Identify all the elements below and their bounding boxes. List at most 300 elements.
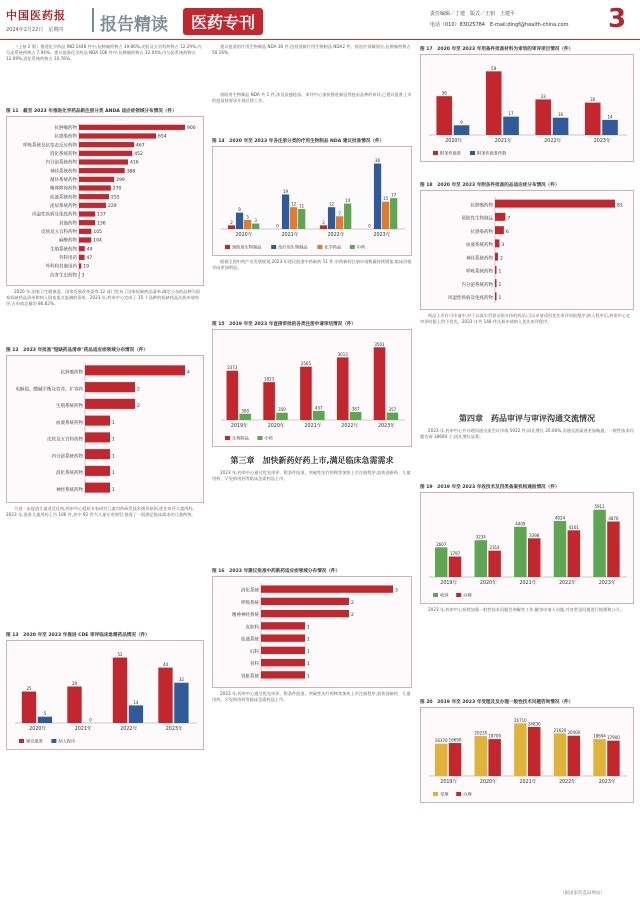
bar bbox=[528, 538, 540, 577]
data-label: 299 bbox=[116, 178, 125, 184]
data-label: 17 bbox=[391, 192, 397, 198]
data-label: 1 bbox=[112, 420, 115, 426]
category-label: 生殖系统药物 bbox=[56, 404, 83, 410]
figure-15 bbox=[212, 329, 412, 447]
bar bbox=[263, 382, 275, 420]
category-label: 2022年 bbox=[559, 581, 577, 586]
bar bbox=[300, 367, 312, 420]
legend-label: 办理 bbox=[463, 791, 472, 797]
category-label: 2022年 bbox=[559, 780, 577, 785]
category-label: 2020年 bbox=[267, 424, 285, 429]
data-label: 2 bbox=[137, 404, 140, 410]
bar bbox=[298, 209, 305, 229]
data-label: 1 bbox=[307, 649, 310, 655]
data-label: 16370 bbox=[434, 738, 448, 744]
category-label: 骨科 bbox=[250, 662, 259, 668]
bar bbox=[85, 416, 110, 426]
legend-label: 中药 bbox=[356, 244, 366, 250]
data-label: 14 bbox=[133, 699, 139, 705]
legend-label: 附条件批准件数 bbox=[477, 150, 507, 156]
category-label: 2022年 bbox=[544, 139, 562, 144]
bar bbox=[85, 382, 135, 392]
legend-swatch bbox=[225, 245, 230, 249]
legend-label: 办理 bbox=[463, 592, 472, 598]
bar bbox=[554, 733, 566, 776]
bar bbox=[454, 125, 470, 135]
category-label: 血液系统 bbox=[241, 637, 259, 643]
data-label: 5 bbox=[246, 214, 249, 220]
figure-19 bbox=[420, 492, 634, 604]
bar bbox=[374, 347, 386, 420]
data-label: 1823 bbox=[264, 376, 275, 382]
bar bbox=[261, 671, 305, 678]
data-label: 1 bbox=[112, 437, 115, 443]
data-label: 3 bbox=[81, 273, 85, 279]
category-label: 抗肿瘤药物 bbox=[60, 370, 83, 376]
legend-swatch bbox=[317, 245, 322, 249]
data-label: 3013 bbox=[337, 351, 348, 357]
legend-label: 生物制品 bbox=[232, 435, 249, 441]
figure-20 bbox=[420, 707, 634, 803]
data-label: 16 bbox=[557, 112, 564, 118]
bar bbox=[79, 177, 114, 182]
data-label: 1 bbox=[498, 296, 502, 302]
bar bbox=[350, 412, 362, 420]
data-label: 25 bbox=[26, 686, 32, 692]
bar bbox=[290, 207, 297, 229]
figure-caption: 图 15 2019 年至 2023 年直接审批的各类注册申请审结情况（件） bbox=[212, 322, 357, 327]
bar bbox=[495, 239, 499, 247]
bar bbox=[488, 551, 500, 577]
bar bbox=[602, 120, 618, 135]
category-label: 风湿性疾病及免疫药物 bbox=[32, 212, 77, 218]
legend-swatch bbox=[433, 792, 438, 796]
bar bbox=[337, 357, 349, 420]
bar bbox=[85, 365, 185, 375]
figure-14 bbox=[212, 146, 412, 256]
bar bbox=[236, 213, 243, 229]
chart-18 bbox=[421, 191, 633, 309]
category-label: 神经系统药物 bbox=[56, 487, 83, 493]
category-label: 2022年 bbox=[341, 424, 359, 429]
data-label: 9 bbox=[460, 119, 463, 125]
bar bbox=[85, 399, 135, 409]
editor-line: 责任编辑／丁建 版式／王钥 王建平 bbox=[430, 11, 516, 17]
data-label: 3234 bbox=[475, 534, 486, 540]
category-label: 2020年 bbox=[29, 727, 47, 732]
chart-16 bbox=[213, 577, 411, 687]
category-label: 皮肤科 bbox=[245, 625, 259, 631]
data-label: 4101 bbox=[568, 524, 579, 530]
bar bbox=[554, 521, 566, 577]
data-label: 17900 bbox=[607, 735, 620, 741]
category-label: 血液系统药物 bbox=[56, 420, 83, 426]
bar bbox=[85, 432, 110, 442]
legend-swatch bbox=[433, 593, 438, 597]
masthead-logo: 中国医药报 bbox=[6, 9, 66, 22]
bar bbox=[568, 530, 580, 577]
category-label: 2023年 bbox=[373, 233, 391, 238]
category-label: 内分泌系统药物 bbox=[461, 282, 493, 288]
bar bbox=[79, 272, 80, 277]
bar bbox=[113, 658, 127, 723]
category-label: 风湿性疾病及免疫药物 bbox=[448, 296, 493, 302]
data-label: 2 bbox=[322, 219, 325, 225]
bar bbox=[228, 225, 235, 229]
category-label: 2021年 bbox=[519, 780, 537, 785]
paragraph: 为进一步促进儿童适宜化药,药审中心组织专家研究儿童用药研发技术指导原则,优先审评儿童用药。2023 年,批准儿童用药上市 106 件,其中 92 件为儿童专用剂型,推进了一批满足临床需求的儿童药物。 bbox=[6, 506, 197, 517]
paragraph: 预防用生物制品 NDA 共 1 件,涉及流感疫苗。审评中心加快推进新冠等疫苗品种的审评,已建议批准上市的疫苗按要求开展后续工作。 bbox=[212, 92, 412, 103]
chart-14 bbox=[213, 147, 411, 255]
bar bbox=[475, 736, 487, 776]
category-label: 神经系统药物 bbox=[50, 169, 77, 175]
legend-label: 预防用生物制品 bbox=[232, 244, 262, 250]
contact-line: 电话（010）83025784 E-mail:dingf@health-china.com bbox=[430, 22, 569, 28]
data-label: 18700 bbox=[488, 733, 502, 739]
data-label: 19 bbox=[83, 264, 89, 270]
bar bbox=[85, 466, 110, 476]
section-divider bbox=[92, 8, 94, 32]
bar bbox=[313, 411, 325, 420]
category-label: 2023年 bbox=[598, 780, 616, 785]
figure-caption: 图 16 2023 年建议批准中药新药适应症领域分布情况（件） bbox=[212, 569, 341, 574]
figure-caption: 图 13 2020 年至 2023 年推进 CDE 审评临床急需药品情况（件） bbox=[6, 633, 150, 638]
bar bbox=[607, 522, 619, 577]
category-label: 2021年 bbox=[74, 727, 92, 732]
legend-swatch bbox=[456, 593, 461, 597]
bar bbox=[227, 371, 239, 420]
figure-caption: 图 19 2019 年至 2023 年收技术及四类备案机构通报情况（件） bbox=[420, 485, 560, 490]
category-label: 呼吸系统及抗变态反应药物 bbox=[23, 143, 77, 149]
bar bbox=[390, 198, 397, 229]
category-label: 精神神经系统 bbox=[232, 613, 259, 619]
bar bbox=[85, 483, 110, 493]
bar bbox=[158, 668, 172, 723]
data-label: 12 bbox=[291, 201, 297, 207]
legend-label: 治疗用生物制品 bbox=[278, 244, 308, 250]
data-label: 14 bbox=[345, 198, 351, 204]
figure-12 bbox=[6, 355, 204, 503]
bar bbox=[174, 683, 188, 723]
bar bbox=[79, 168, 125, 173]
issue-date: 2024年2月22日 星期四 bbox=[6, 27, 64, 33]
bar bbox=[607, 741, 619, 776]
category-label: 内分泌系统药物 bbox=[51, 454, 83, 460]
legend-swatch bbox=[225, 436, 230, 440]
category-label: 消化系统药物 bbox=[50, 152, 77, 158]
bar bbox=[328, 207, 335, 229]
bar bbox=[261, 585, 393, 592]
chart-20 bbox=[421, 708, 633, 802]
bar bbox=[475, 540, 487, 577]
legend-swatch bbox=[271, 245, 276, 249]
figure-caption: 图 18 2020 年至 2023 年附条件批准的品适应症分布情况（件） bbox=[420, 183, 560, 188]
bar bbox=[435, 547, 447, 577]
page-number: 3 bbox=[608, 4, 627, 34]
category-label: 2021年 bbox=[519, 581, 537, 586]
bar bbox=[261, 598, 349, 605]
bar bbox=[436, 96, 452, 135]
legend-swatch bbox=[257, 436, 262, 440]
bar bbox=[239, 414, 251, 420]
category-label: 2020年 bbox=[479, 581, 497, 586]
paragraph: 2023 年,药审中心共办理沟通交流会议申请 5912 件,同比增长 20.06%,沟通交流渠道更加畅通。一般性技术问题咨询 18694 个,同比增长显著。 bbox=[420, 428, 634, 439]
data-label: 2373 bbox=[227, 365, 238, 371]
category-label: 其他药物 bbox=[59, 221, 77, 227]
figure-16 bbox=[212, 576, 412, 688]
data-label: 437 bbox=[314, 405, 323, 411]
paragraph: 根据全国中药产业发展规划,2023 年建议批准中药新药 11 件,中药新药注册申请数量持续增加,临床价值导向更加明显。 bbox=[212, 259, 412, 270]
data-label: 26710 bbox=[514, 717, 527, 723]
chapter-heading: 第四章 药品审评与审评沟通交流情况 bbox=[459, 414, 595, 423]
data-label: 24830 bbox=[527, 721, 541, 727]
data-label: 4876 bbox=[608, 516, 619, 522]
category-label: 2019年 bbox=[440, 780, 458, 785]
category-label: 外科和其他用药 bbox=[45, 264, 77, 270]
bar bbox=[495, 226, 504, 234]
bar bbox=[435, 744, 447, 776]
data-label: 2 bbox=[499, 256, 503, 262]
legend-swatch bbox=[350, 245, 355, 249]
data-label: 12 bbox=[329, 201, 335, 207]
category-label: 皮肤及五官科药物 bbox=[47, 437, 83, 443]
bar bbox=[535, 99, 551, 135]
legend-swatch bbox=[456, 792, 461, 796]
paragraph: 2023 年,药审中心通过优先审评、附条件批准、突破性治疗药物等加快上市注册程序,加快创新药、儿童用药、罕见病用药等临床急需药品上市。 bbox=[212, 470, 411, 481]
figure-17 bbox=[420, 54, 634, 162]
figure-18 bbox=[420, 190, 634, 310]
data-label: 47 bbox=[86, 256, 93, 262]
data-label: 9 bbox=[238, 207, 241, 213]
bar bbox=[488, 739, 500, 776]
category-label: 血液系统药物 bbox=[50, 195, 77, 201]
figure-caption: 图 14 2020 年至 2023 年各注册分类的疗用生物制品 NDA 建议批准情况（件） bbox=[212, 139, 385, 144]
bar bbox=[336, 216, 343, 229]
category-label: 外科用药 bbox=[59, 256, 77, 262]
data-label: 0 bbox=[89, 717, 92, 723]
category-label: 2022年 bbox=[120, 727, 138, 732]
data-label: 14 bbox=[607, 114, 613, 120]
data-label: 1 bbox=[307, 662, 310, 668]
bar bbox=[568, 736, 580, 776]
category-label: 循环系统药物 bbox=[50, 178, 77, 184]
source-note: （据国家药监局网站） bbox=[560, 891, 605, 896]
legend-label: 附条件批准 bbox=[440, 150, 461, 156]
category-label: 2020年 bbox=[235, 233, 253, 238]
bar bbox=[503, 117, 519, 135]
bar bbox=[79, 159, 128, 164]
data-label: 32 bbox=[178, 677, 184, 683]
category-label: 神经系统药物 bbox=[466, 256, 493, 262]
category-label: 抗感染药物 bbox=[54, 134, 77, 140]
bar bbox=[79, 133, 156, 138]
data-label: 18694 bbox=[593, 733, 606, 739]
figure-caption: 图 20 2019 年至 2023 年受理及及办理一般性技术问题咨询情况（件） bbox=[420, 700, 574, 705]
data-label: 136 bbox=[97, 221, 106, 227]
data-label: 81 bbox=[617, 203, 623, 209]
chart-12 bbox=[7, 356, 203, 502]
bar bbox=[79, 142, 134, 147]
data-label: 3 bbox=[254, 218, 257, 224]
bar bbox=[261, 610, 349, 617]
section-title: 报告精读 bbox=[100, 15, 168, 35]
bar bbox=[79, 211, 95, 216]
special-section-badge: 医药专刊 bbox=[183, 8, 263, 35]
category-label: 2019年 bbox=[440, 581, 458, 586]
column-3 bbox=[420, 44, 634, 803]
bar bbox=[22, 692, 36, 723]
data-label: 300 bbox=[241, 408, 250, 414]
data-label: 7 bbox=[507, 216, 511, 222]
data-label: 36 bbox=[441, 90, 447, 96]
paragraph: 建议批准的疗用生物制品 NDA 36 件,包括创新疗用生物制品 NDA2 件。按治疗领域划分,抗肿瘤药物占 50.26%。 bbox=[212, 44, 411, 55]
bar bbox=[261, 659, 305, 666]
legend-swatch bbox=[19, 739, 24, 743]
figure-13 bbox=[6, 640, 204, 750]
category-label: 妇科 bbox=[250, 649, 259, 655]
bar bbox=[79, 185, 111, 190]
page-header bbox=[0, 0, 640, 40]
bar bbox=[593, 510, 605, 577]
category-label: 血液系统药物 bbox=[466, 243, 493, 249]
data-label: 1 bbox=[307, 637, 310, 643]
data-label: 1 bbox=[498, 282, 502, 288]
chapter-heading: 第三章 加快新药好药上市,满足临床急需需求 bbox=[230, 456, 394, 465]
bar bbox=[85, 449, 110, 459]
category-label: 消化系统 bbox=[241, 588, 259, 594]
category-label: 2023年 bbox=[593, 139, 611, 144]
bar bbox=[79, 263, 81, 268]
category-label: 2020年 bbox=[445, 139, 463, 144]
data-label: 7 bbox=[338, 210, 341, 216]
data-label: 5912 bbox=[594, 504, 605, 510]
data-label: 1 bbox=[307, 625, 310, 631]
data-label: 2 bbox=[351, 613, 354, 619]
bar bbox=[79, 220, 95, 225]
bar bbox=[79, 229, 91, 234]
bar bbox=[79, 246, 85, 251]
category-label: 肾脏系统 bbox=[241, 674, 259, 680]
bar bbox=[449, 743, 461, 776]
column-1 bbox=[6, 44, 204, 750]
figure-caption: 图 12 2023 年批准"短缺药品清单"药品适应症领域分布情况（件） bbox=[6, 348, 149, 353]
bar bbox=[38, 717, 52, 723]
data-label: 388 bbox=[126, 169, 136, 175]
data-label: 1 bbox=[112, 471, 115, 477]
bar bbox=[382, 202, 389, 229]
data-label: 59 bbox=[491, 65, 497, 71]
data-label: 467 bbox=[136, 143, 145, 149]
data-label: 416 bbox=[129, 160, 139, 166]
data-label: 900 bbox=[187, 126, 196, 132]
data-label: 6 bbox=[505, 229, 509, 235]
data-label: 16690 bbox=[448, 737, 462, 743]
data-label: 52 bbox=[117, 652, 123, 658]
legend-swatch bbox=[470, 151, 475, 155]
data-label: 36 bbox=[375, 158, 381, 164]
category-label: 呼吸系统药物 bbox=[466, 269, 493, 275]
bar bbox=[252, 224, 259, 229]
data-label: 49 bbox=[86, 247, 93, 253]
data-label: 2314 bbox=[489, 545, 500, 551]
bar bbox=[79, 255, 85, 260]
legend-label: 受理 bbox=[440, 791, 449, 797]
data-label: 452 bbox=[134, 152, 143, 158]
category-label: 2021年 bbox=[494, 139, 512, 144]
bar bbox=[261, 634, 305, 641]
data-label: 270 bbox=[112, 186, 122, 192]
bar bbox=[387, 413, 399, 420]
category-label: 预防性生物制品 bbox=[461, 216, 493, 222]
chart-11 bbox=[7, 117, 203, 285]
bar bbox=[261, 647, 305, 654]
data-label: 105 bbox=[93, 230, 102, 236]
bar bbox=[79, 237, 91, 242]
legend-label: 收到 bbox=[440, 592, 449, 598]
data-label: 1 bbox=[112, 454, 115, 460]
data-label: 17 bbox=[508, 111, 514, 117]
bar bbox=[486, 71, 502, 135]
category-label: 2019年 bbox=[230, 424, 248, 429]
data-label: 33 bbox=[540, 93, 546, 99]
bar bbox=[79, 194, 109, 199]
bar bbox=[79, 151, 132, 156]
paragraph: 2023 年,药审中心通过优先审评、附条件批准、突破性治疗药物等加快上市注册程序,加快创新药、儿童用药、罕见病用药等临床急需药品上市。 bbox=[212, 691, 411, 702]
category-label: 2021年 bbox=[281, 233, 299, 238]
data-label: 4409 bbox=[515, 521, 526, 527]
data-label: 21620 bbox=[553, 727, 567, 733]
data-label: 2607 bbox=[436, 541, 447, 547]
data-label: 1 bbox=[307, 674, 310, 680]
bar bbox=[528, 727, 540, 776]
data-label: 1 bbox=[112, 487, 115, 493]
bar bbox=[129, 705, 143, 723]
category-label: 生殖系统药物 bbox=[50, 247, 77, 253]
column-2 bbox=[212, 44, 412, 801]
legend-label: 建议批准 bbox=[26, 738, 43, 744]
bar bbox=[495, 200, 615, 208]
chart-17 bbox=[421, 55, 633, 161]
category-label: 2020年 bbox=[479, 780, 497, 785]
bar bbox=[79, 203, 106, 208]
paragraph: 药品上市许可申请中,对于以真实世界证据支持的药品,可以申请适用优先审评审批程序;纳入程序后,药审中心在审评时限上给予优先。2023 年共 148 件注册申请纳入优先审评程序。 bbox=[420, 313, 631, 324]
bar bbox=[495, 292, 496, 300]
bar bbox=[495, 253, 498, 261]
chart-15 bbox=[213, 330, 411, 446]
bar bbox=[282, 194, 289, 229]
category-label: 精神障碍药物 bbox=[50, 186, 77, 192]
data-label: 104 bbox=[93, 238, 102, 244]
data-label: 20230 bbox=[474, 730, 488, 736]
bar bbox=[320, 225, 327, 229]
figure-11 bbox=[6, 116, 204, 286]
category-label: 抗肿瘤药物 bbox=[470, 203, 493, 209]
data-label: 387 bbox=[351, 406, 360, 412]
data-label: 3 bbox=[501, 243, 505, 249]
data-label: 350 bbox=[278, 407, 286, 413]
data-label: 29 bbox=[71, 680, 78, 686]
legend-swatch bbox=[433, 151, 438, 155]
data-label: 2 bbox=[351, 600, 354, 606]
data-label: 2 bbox=[137, 387, 140, 393]
category-label: 抗寄生虫药物 bbox=[50, 273, 77, 279]
category-label: 2023年 bbox=[598, 581, 616, 586]
bar bbox=[79, 125, 185, 130]
data-label: 15 bbox=[383, 196, 389, 202]
category-label: 2021年 bbox=[304, 424, 322, 429]
category-label: 抗肿瘤药物 bbox=[54, 126, 77, 132]
paragraph: 2020 年,国家卫生健康委、国家发展改革委等 12 部门发布了国家短缺药品清单,确定公布的品种为国家短缺药品清单和纳入国家重点监测的清单。2023 年,药审中心完成了 15 个品种的短缺药品注册申请审评,占申请总量的 86.82%。 bbox=[6, 289, 200, 306]
